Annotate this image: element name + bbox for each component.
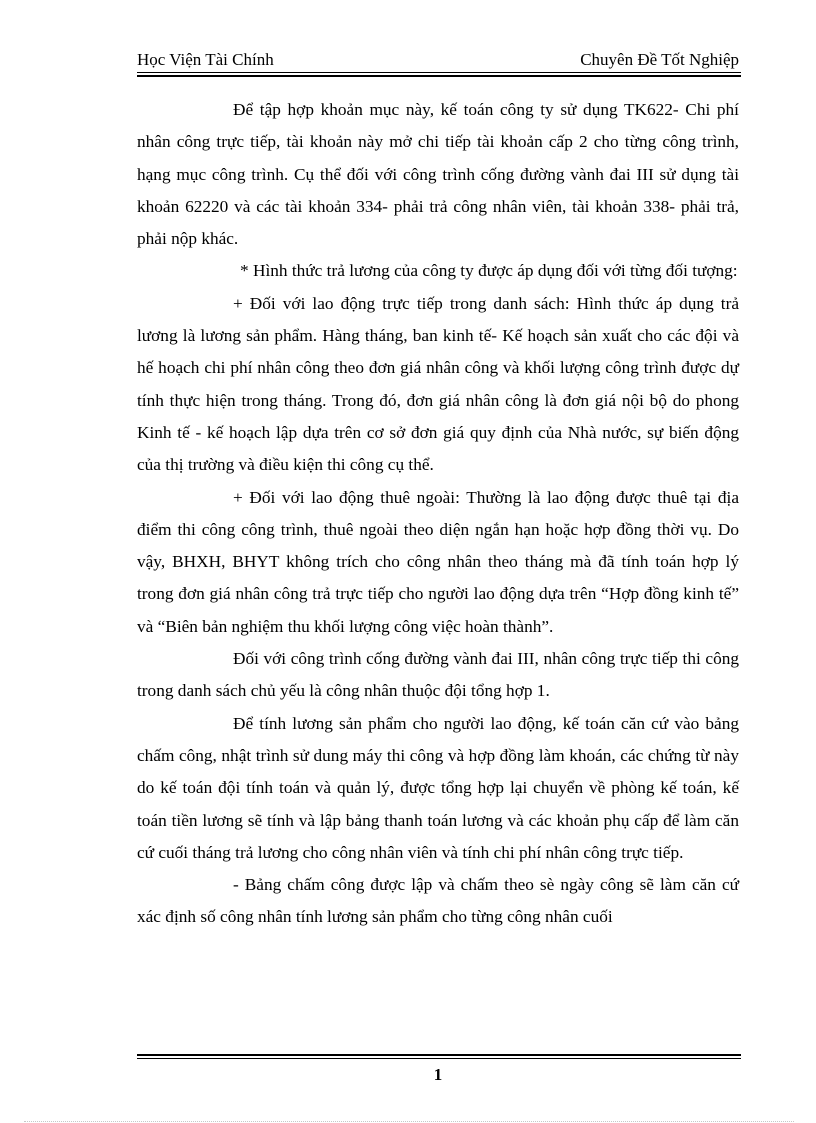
document-body — [137, 94, 739, 934]
paragraph-timesheet: - Bảng chấm công được lập và chấm theo sè ngày công sẽ làm căn cứ xác định số công nhân tính lương sản phẩm cho từng công nhân cuối — [137, 875, 739, 927]
page-header — [137, 48, 739, 72]
header-document-type: Chuyên Đề Tốt Nghiệp — [580, 50, 739, 69]
header-institution: Học Viện Tài Chính — [137, 50, 274, 69]
paragraph-piece-wage: Để tính lương sản phẩm cho người lao động, kế toán căn cứ vào bảng chấm công, nhật trình sử dung máy thi công và hợp đồng làm khoán, các chứng từ này do kế toán đội tính toán và quản lý, được tổng hợp lại chuyển về phòng kế toán, kế toán tiền lương sẽ tính và lập bảng thanh toán lương và các khoản phụ cấp để làm căn cứ cuối tháng trả lương cho công nhân viên và tính chi phí nhân công trực tiếp. — [137, 713, 739, 862]
page-number: 1 — [433, 1065, 443, 1084]
paragraph-tk622: Để tập hợp khoản mục này, kế toán công ty sử dụng TK622- Chi phí nhân công trực tiếp, tài khoản này mở chi tiếp tài khoản cấp 2 cho từng công trình, hạng mục công trình. Cụ thể đối với công trình cống đường vành đai III sử dụng tài khoản 62220 và các tài khoản 334- phải trả công nhân viên, tài khoản 338- phải trả, phải nộp khác. — [137, 100, 739, 249]
paragraph-ring-road: Đối với công trình cống đường vành đai III, nhân công trực tiếp thi công trong danh sách chủ yếu là công nhân thuộc đội tổng hợp 1. — [137, 649, 739, 701]
paragraph-direct-labor: + Đối với lao động trực tiếp trong danh sách: Hình thức áp dụng trả lương là lương sản phẩm. Hàng tháng, ban kinh tế- Kế hoạch sản xuất cho các đội và hế hoạch chi phí nhân công theo đơn giá nhân công và khối lượng công trình được dự tính thực hiện trong tháng. Trong đó, đơn giá nhân công là đơn giá nội bộ do phong Kinh tế - kế hoạch lập dựa trên cơ sở đơn giá quy định của Nhà nước, sự biến động của thị trường và điều kiện thi công cụ thể. — [137, 293, 739, 475]
header-rule-thin — [137, 72, 741, 73]
footer-rule-thin — [137, 1058, 741, 1059]
paragraph-hired-labor: + Đối với lao động thuê ngoài: Thường là lao động được thuê tại địa điểm thi công công trình, thuê ngoài theo diện ngắn hạn hoặc hợp đồng thời vụ. Do vậy, BHXH, BHYT không trích cho công nhân theo tháng mà đã tính toán hợp lý trong đơn giá nhân công trả trực tiếp cho người lao động dựa trên “Hợp đồng kinh tế” và “Biên bản nghiệm thu khối lượng công việc hoàn thành”. — [137, 487, 739, 636]
header-rule-thick — [137, 75, 741, 77]
footer-rule-thick — [137, 1054, 741, 1056]
paragraph-wage-forms: * Hình thức trả lương của công ty được áp dụng đối với từng đối tượng: — [240, 261, 738, 281]
page-bottom-edge — [24, 1121, 794, 1122]
